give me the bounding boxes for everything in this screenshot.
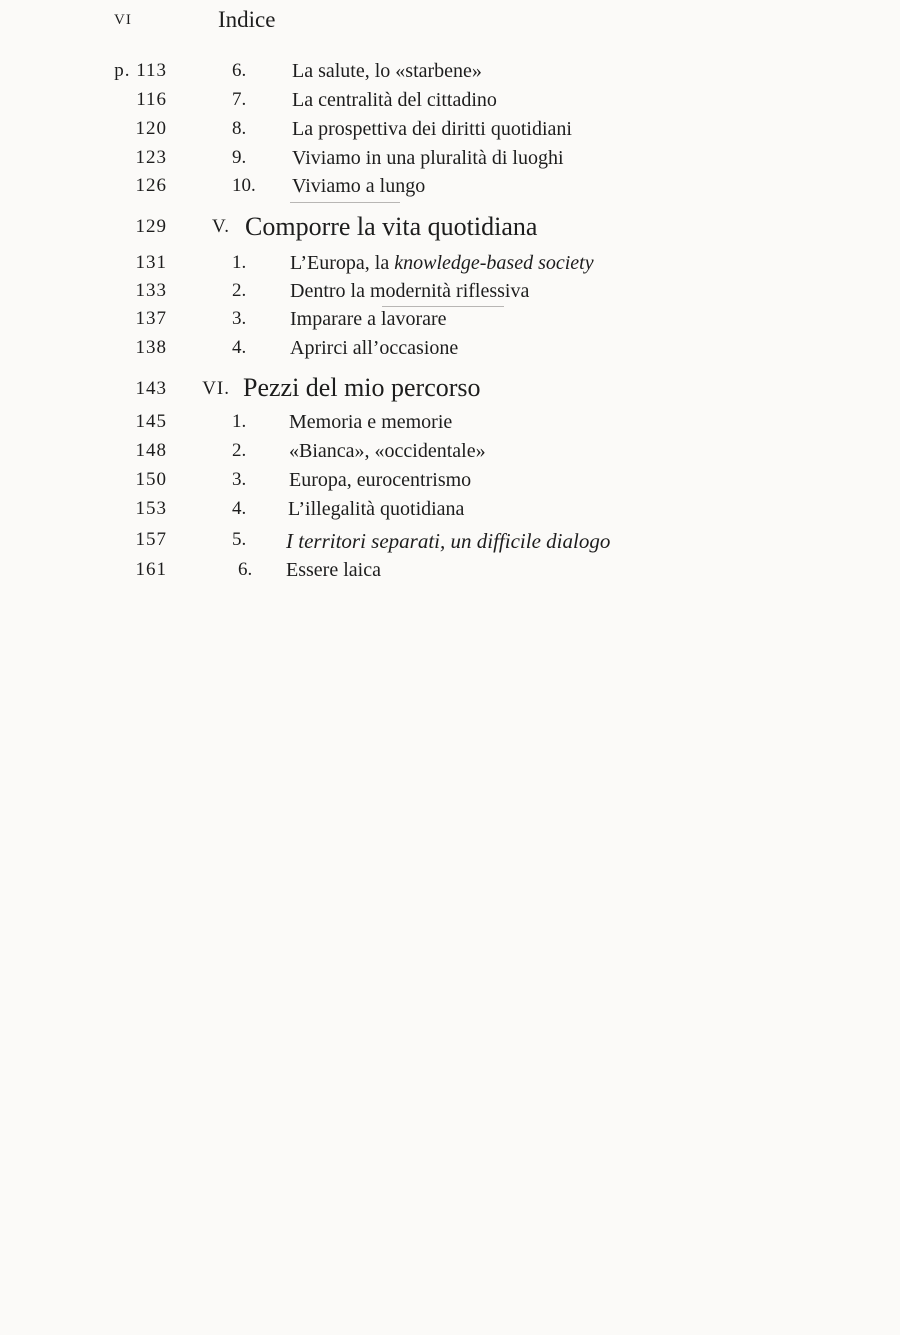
toc-section-title: Dentro la modernità riflessiva	[290, 280, 530, 302]
toc-section-number: 4.	[232, 337, 247, 358]
toc-section-number: 2.	[232, 280, 247, 301]
toc-page-number: 150	[135, 469, 167, 490]
toc-entry	[0, 440, 900, 466]
toc-page-number: 138	[135, 337, 167, 358]
toc-entry	[0, 411, 900, 437]
toc-section-number: 10.	[232, 175, 256, 196]
pencil-underline	[290, 202, 400, 203]
toc-section-title: I territori separati, un difficile dialogo	[286, 529, 611, 553]
toc-page-number: 161	[135, 559, 167, 580]
toc-page-number: 120	[135, 118, 167, 139]
toc-page-number: 133	[135, 280, 167, 301]
toc-section-number: 1.	[232, 252, 247, 273]
toc-entry	[0, 308, 900, 334]
toc-section-title	[290, 252, 594, 275]
toc-section-number: 3.	[232, 308, 247, 329]
toc-entry	[0, 529, 900, 555]
toc-page-number: 148	[135, 440, 167, 461]
toc-entry	[0, 337, 900, 363]
toc-section-number: 3.	[232, 469, 247, 490]
toc-section-number: 2.	[232, 440, 247, 461]
toc-page-number: 143	[135, 378, 167, 399]
toc-entry	[0, 280, 900, 306]
toc-section-title: La salute, lo «starbene»	[292, 60, 482, 82]
title-text: L’Europa, la	[290, 252, 395, 274]
toc-section-title: «Bianca», «occidentale»	[289, 440, 486, 462]
toc-section-number: 6.	[238, 559, 253, 580]
toc-page-number: p. 113	[114, 60, 167, 81]
title-italic-text: knowledge-based society	[394, 252, 594, 274]
toc-entry	[0, 498, 900, 524]
toc-section-title: Aprirci all’occasione	[290, 337, 459, 359]
toc-chapter	[0, 212, 900, 241]
toc-page-number: 153	[135, 498, 167, 519]
pencil-underline	[382, 306, 504, 307]
toc-section-title: Viviamo in una pluralità di luoghi	[292, 147, 564, 169]
toc-page-number: 157	[135, 529, 167, 550]
toc-chapter-number: V.	[211, 216, 230, 237]
toc-page-number: 137	[135, 308, 167, 329]
toc-section-number: 8.	[232, 118, 247, 139]
toc-page-number: 131	[135, 252, 167, 273]
toc-section-title: La centralità del cittadino	[292, 89, 497, 111]
toc-section-title: Imparare a lavorare	[290, 308, 447, 330]
toc-chapter-number: VI.	[202, 378, 230, 399]
toc-section-number: 1.	[232, 411, 247, 432]
toc-entry	[0, 559, 900, 585]
toc-section-title: Viviamo a lungo	[292, 175, 426, 197]
running-head: Indice	[218, 7, 276, 32]
toc-page-number: 126	[135, 175, 167, 196]
toc-page-number: 145	[135, 411, 167, 432]
toc-section-number: 5.	[232, 529, 247, 550]
toc-page-number: 116	[136, 89, 167, 110]
toc-entry	[0, 147, 900, 173]
toc-section-number: 6.	[232, 60, 247, 81]
toc-entry	[0, 252, 900, 278]
page-folio: VI	[114, 12, 132, 28]
toc-entry	[0, 469, 900, 495]
toc-entry	[0, 60, 900, 86]
toc-chapter-title: Pezzi del mio percorso	[243, 373, 481, 402]
toc-entry	[0, 175, 900, 201]
toc-chapter-title: Comporre la vita quotidiana	[245, 212, 538, 241]
toc-section-number: 7.	[232, 89, 247, 110]
toc-entry	[0, 89, 900, 115]
toc-section-title: Memoria e memorie	[289, 411, 453, 433]
toc-page-number: 123	[135, 147, 167, 168]
toc-section-title: Essere laica	[286, 559, 381, 581]
toc-section-number: 4.	[232, 498, 247, 519]
toc-section-number: 9.	[232, 147, 247, 168]
toc-page-number: 129	[135, 216, 167, 237]
toc-section-title: La prospettiva dei diritti quotidiani	[292, 118, 572, 140]
toc-entry	[0, 118, 900, 144]
toc-chapter	[0, 373, 900, 402]
toc-section-title: L’illegalità quotidiana	[288, 498, 465, 520]
toc-section-title: Europa, eurocentrismo	[289, 469, 472, 491]
